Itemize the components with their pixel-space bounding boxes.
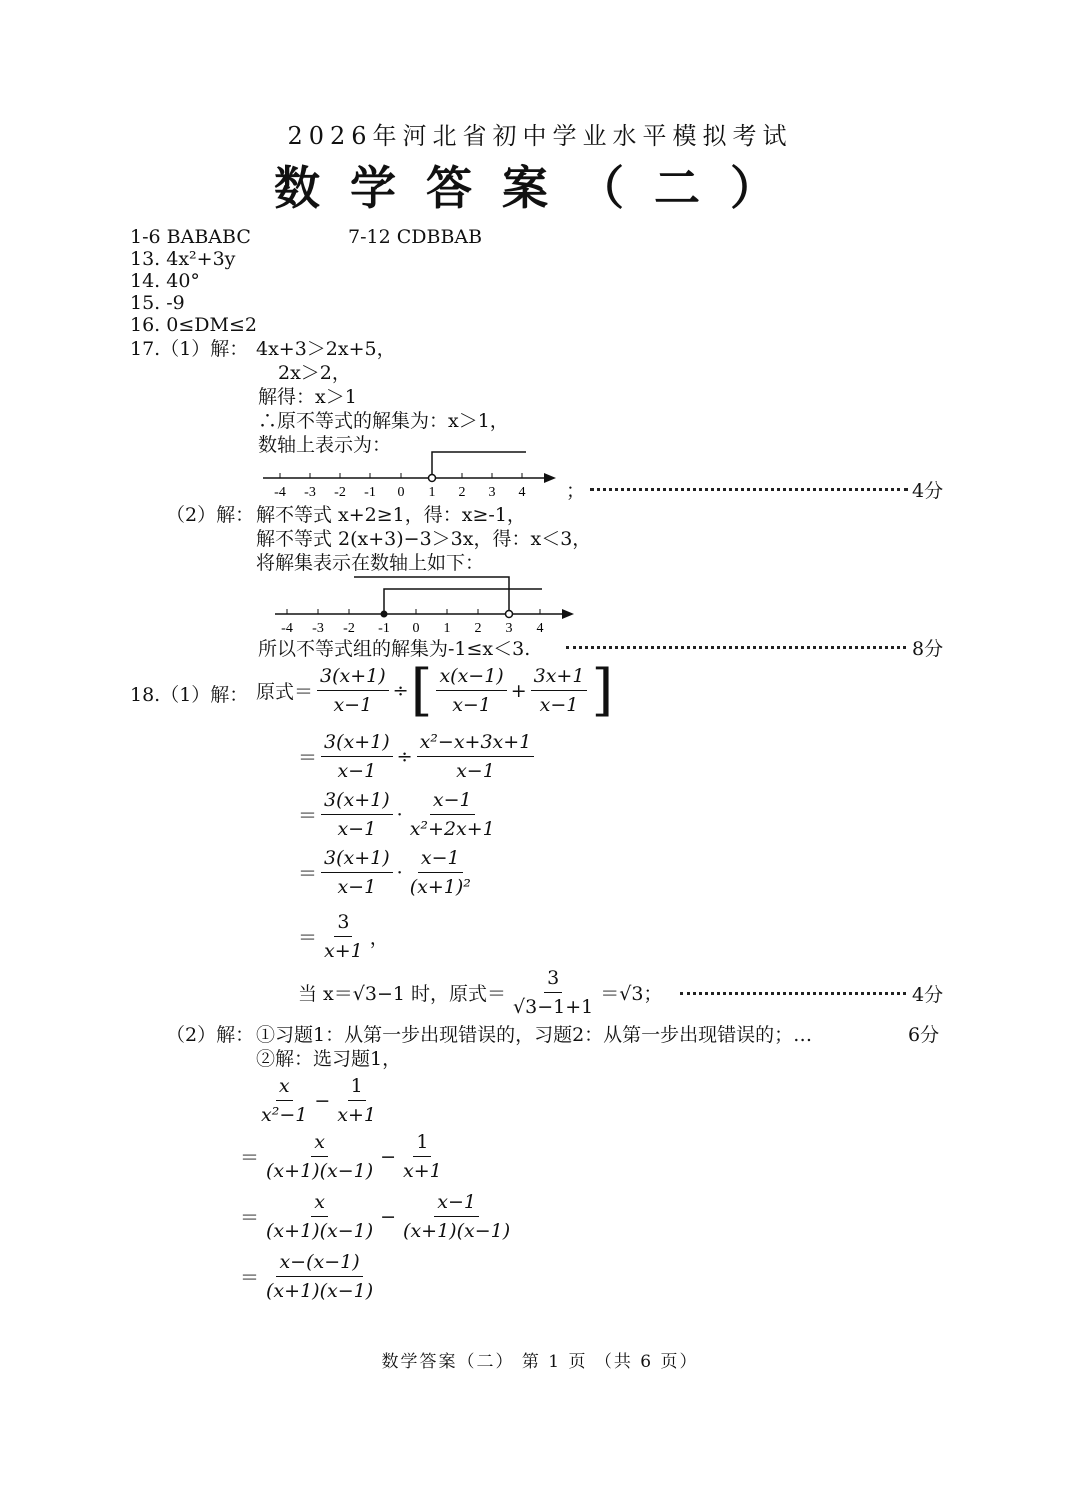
q18-1-score: 4分 — [912, 984, 944, 1006]
open-point — [429, 475, 436, 482]
number-line-2 — [270, 574, 590, 636]
tick-label: 3 — [488, 485, 496, 500]
q17-1-score: 4分 — [912, 480, 944, 502]
right-bracket: ] — [591, 657, 614, 723]
score-leader — [680, 982, 906, 995]
fraction: $\frac{3(x+1)}{x-1}$ — [317, 662, 389, 719]
plus-sign: + — [510, 679, 527, 702]
answer-13: 13. 4x²+3y — [130, 248, 236, 270]
tick-label: 2 — [474, 621, 482, 636]
minus-sign: − — [314, 1089, 331, 1112]
q18-2-label: （2）解： — [166, 1024, 255, 1046]
tick-label: -1 — [378, 621, 390, 636]
equals-sign: ＝ — [240, 1147, 260, 1169]
fraction: $\frac{3}{x+1}$ — [321, 908, 366, 965]
q18-2-score: 6分 — [908, 1024, 940, 1046]
open-point — [506, 611, 513, 618]
solution-ray — [432, 452, 526, 475]
tick-label: -2 — [343, 621, 355, 636]
prefix: 原式＝ — [256, 681, 314, 703]
fraction: $\frac{x-1}{\text{x²+2x+1}}$ — [407, 786, 498, 843]
comma: ， — [369, 927, 389, 949]
left-bracket: [ — [410, 657, 433, 723]
q17-1-line3: 解得：x＞1 — [258, 386, 357, 408]
fraction: $\frac{1}{x+1}$ — [334, 1072, 379, 1129]
answer-15: 15. -9 — [130, 292, 185, 314]
fraction: $\frac{3(x+1)}{x-1}$ — [321, 844, 393, 901]
multiply-dot: · — [396, 803, 403, 826]
fraction: $\frac{3(x+1)}{x-1}$ — [321, 728, 393, 785]
divide-sign: ÷ — [396, 745, 413, 768]
fraction: $\frac{3(x+1)}{x-1}$ — [321, 786, 393, 843]
q18-2-line2: ②解：选习题1， — [256, 1048, 402, 1070]
evaluation-result: ＝√3； — [600, 983, 663, 1005]
fraction: $\frac{x-1}{\text{(x+1)²}}$ — [407, 844, 474, 901]
exam-title: 2026年河北省初中学业水平模拟考试 — [287, 122, 793, 150]
equals-sign: ＝ — [298, 747, 318, 769]
q18-2-step-2 — [240, 1188, 515, 1245]
number-line-1 — [258, 446, 568, 502]
tick-label: 2 — [458, 485, 466, 500]
multiply-dot: · — [396, 861, 403, 884]
fraction: $\frac{\text{x²−x+3x+1}}{x-1}$ — [417, 728, 535, 785]
tick-label: -1 — [364, 485, 376, 500]
q18-evaluation — [298, 964, 662, 1021]
fraction: $\frac{x}{(x+1)(x-1)}$ — [263, 1128, 376, 1185]
minus-sign: − — [380, 1145, 397, 1168]
score-leader — [590, 478, 908, 491]
q17-1-line1: 4x+3＞2x+5， — [256, 338, 396, 360]
equals-sign: ＝ — [298, 805, 318, 827]
q17-1-line4: ∴原不等式的解集为：x＞1， — [258, 410, 509, 432]
tick-label: 1 — [443, 621, 451, 636]
q18-2-step-1 — [240, 1128, 447, 1185]
ray-x-geq-minus1 — [384, 589, 542, 611]
q17-2-label: （2）解： — [166, 504, 255, 526]
evaluation-text: 当 x＝√3−1 时，原式＝ — [298, 983, 506, 1005]
tick-label: 3 — [505, 621, 513, 636]
page-footer: 数学答案（二） 第 1 页 （共 6 页） — [381, 1352, 699, 1372]
axis-arrow — [544, 473, 556, 483]
fraction: $\frac{x-1}{(x+1)(x-1)}$ — [400, 1188, 513, 1245]
equals-sign: ＝ — [240, 1267, 260, 1289]
q18-1-label: 18.（1）解： — [130, 684, 249, 706]
answers-7-12: 7-12 CDBBAB — [348, 226, 483, 248]
score-leader — [566, 636, 906, 649]
tick-label: 1 — [428, 485, 436, 500]
ray-x-less-3 — [354, 577, 509, 611]
tick-label: -4 — [274, 485, 286, 500]
answer-14: 14. 40° — [130, 270, 200, 292]
fraction: $\frac{x-(x-1)}{(x+1)(x-1)}$ — [263, 1248, 376, 1305]
q17-2-line2: 解不等式 2(x+3)−3＞3x，得：x＜3， — [256, 528, 592, 550]
q17-2-line3: 将解集表示在数轴上如下： — [256, 552, 485, 574]
page-title: 数学答案（二） — [274, 161, 806, 215]
divide-sign: ÷ — [392, 679, 409, 702]
equals-sign: ＝ — [298, 863, 318, 885]
q17-1-line5: 数轴上表示为： — [258, 434, 392, 456]
q17-1-label: 17.（1）解： — [130, 338, 249, 360]
tick-label: -3 — [312, 621, 324, 636]
axis-arrow — [562, 609, 574, 619]
tick-label: 0 — [412, 621, 420, 636]
q18-step-0 — [256, 657, 614, 723]
q17-2-line1: 解不等式 x+2≥1，得：x≥-1， — [256, 504, 526, 526]
q18-step-3 — [298, 844, 476, 901]
fraction: $\frac{x}{\text{x²−1}}$ — [258, 1072, 310, 1129]
tick-label: -4 — [281, 621, 293, 636]
tick-label: -2 — [334, 485, 346, 500]
tick-label: 0 — [397, 485, 405, 500]
q18-2-step-0 — [256, 1072, 381, 1129]
answers-1-6: 1-6 BABABC — [130, 226, 251, 248]
closed-point — [381, 611, 388, 618]
fraction: $\frac{3x+1}{x-1}$ — [531, 662, 588, 719]
answer-16: 16. 0≤DM≤2 — [130, 314, 257, 336]
equals-sign: ＝ — [298, 927, 318, 949]
q17-1-semicolon: ； — [566, 480, 586, 502]
fraction: $\frac{x}{(x+1)(x-1)}$ — [263, 1188, 376, 1245]
fraction: $\frac{3}{√3-1+1}$ — [510, 964, 596, 1021]
fraction: $\frac{x(x-1)}{x-1}$ — [436, 662, 506, 719]
q18-step-4 — [298, 908, 389, 965]
q18-step-1 — [298, 728, 536, 785]
tick-label: -3 — [304, 485, 316, 500]
q18-step-2 — [298, 786, 500, 843]
q17-1-line2: 2x＞2， — [278, 362, 351, 384]
tick-label: 4 — [518, 485, 526, 500]
tick-label: 4 — [536, 621, 544, 636]
q18-2-step-3 — [240, 1248, 378, 1305]
fraction: $\frac{1}{x+1}$ — [400, 1128, 445, 1185]
q17-2-score: 8分 — [912, 638, 944, 660]
q17-2-conclusion: 所以不等式组的解集为-1≤x＜3. — [258, 638, 531, 660]
minus-sign: − — [380, 1205, 397, 1228]
q18-2-line1: ①习题1：从第一步出现错误的，习题2：从第一步出现错误的；… — [256, 1024, 813, 1046]
equals-sign: ＝ — [240, 1207, 260, 1229]
